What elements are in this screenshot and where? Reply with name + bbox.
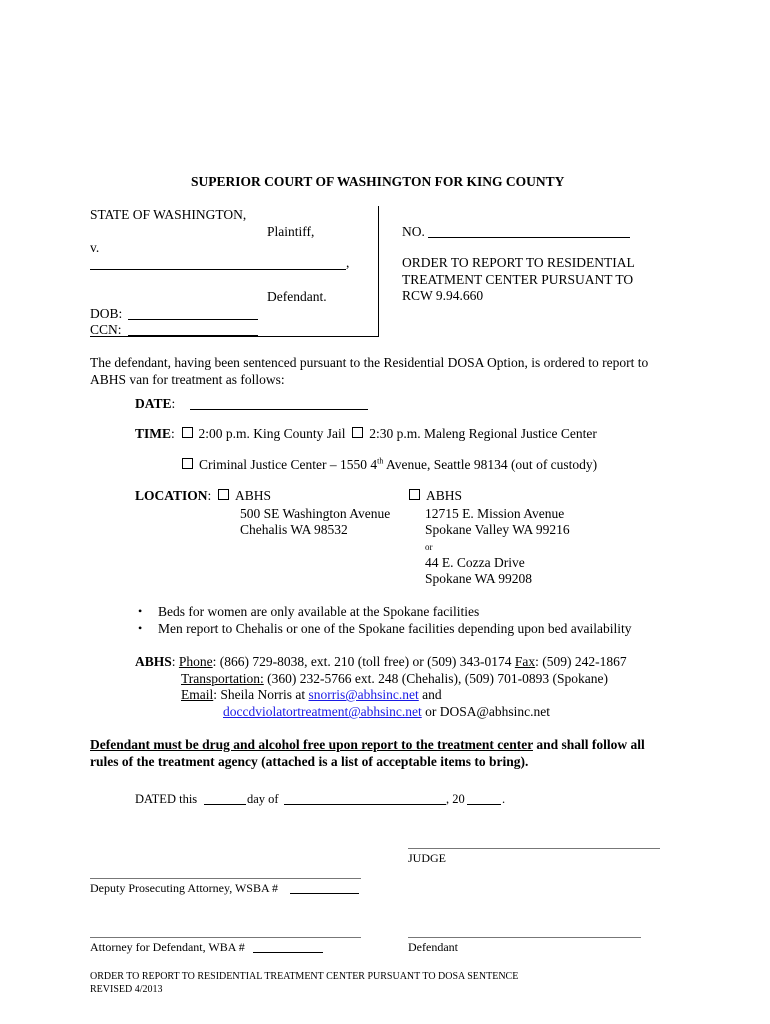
bullet-1-text: Beds for women are only available at the Spokane facilities (158, 604, 480, 619)
email-row (181, 687, 442, 703)
bullet-2-dot: • (138, 621, 143, 635)
email-label: Email (181, 687, 214, 702)
defense-attorney-label: Attorney for Defendant, WBA # (90, 940, 245, 954)
phone-value: : (866) 729-8038, ext. 210 (toll free) or (509) 343-0174 (212, 654, 515, 669)
location-colon: : (207, 488, 212, 503)
time-row (135, 426, 597, 442)
dob-label: DOB: (90, 306, 123, 321)
defendant-label: Defendant. (267, 289, 327, 304)
defendant-signature-line[interactable] (408, 937, 641, 938)
phone-label: Phone (178, 654, 213, 669)
abhs-label: ABHS (135, 654, 172, 669)
location-1-city: Chehalis WA 98532 (240, 522, 348, 537)
email-row-2 (223, 704, 550, 720)
intro-line-2: ABHS van for treatment as follows: (90, 372, 285, 387)
report-date-field[interactable] (190, 409, 368, 410)
judge-label: JUDGE (408, 851, 446, 865)
defense-attorney-wba-field[interactable] (253, 952, 323, 953)
prosecutor-signature-line[interactable] (90, 878, 361, 879)
fax-value: : (509) 242-1867 (535, 654, 627, 669)
time-option-3-label-sup: th (377, 456, 384, 466)
time-colon: : (171, 426, 175, 441)
defendant-signature-label: Defendant (408, 940, 458, 954)
order-title-line-1: ORDER TO REPORT TO RESIDENTIAL (402, 255, 635, 270)
defendant-name-line[interactable] (90, 269, 346, 270)
date-colon: : (171, 396, 176, 411)
transportation-value: (360) 232-5766 ext. 248 (Chehalis), (509) 701-0893 (Spokane) (263, 671, 608, 686)
intro-line-1: The defendant, having been sentenced pursuant to the Residential DOSA Option, is ordered to report to (90, 355, 649, 370)
location-2-checkbox[interactable] (409, 489, 420, 500)
time-option-3-row (182, 457, 597, 473)
warning-underlined: Defendant must be drug and alcohol free upon report to the treatment center (90, 737, 533, 752)
time-option-3-checkbox[interactable] (182, 458, 193, 469)
state-label: STATE OF WASHINGTON, (90, 207, 247, 222)
dated-this-label: DATED this (135, 792, 198, 806)
location-2-address: 12715 E. Mission Avenue (425, 506, 565, 521)
date-row (135, 396, 175, 412)
fax-label: Fax (514, 654, 536, 669)
abhs-phone-row (135, 654, 627, 670)
case-number-label: NO. (402, 224, 425, 239)
time-option-2-checkbox[interactable] (352, 427, 363, 438)
location-2-row (409, 488, 462, 504)
order-title-line-3: RCW 9.94.660 (402, 288, 484, 303)
abhs-colon: : (171, 654, 176, 669)
time-option-1-label: 2:00 p.m. King County Jail (198, 426, 346, 441)
time-option-2-label: 2:30 p.m. Maleng Regional Justice Center (369, 426, 597, 441)
defendant-name-comma: , (346, 255, 350, 270)
order-title-line-2: TREATMENT CENTER PURSUANT TO (402, 272, 634, 287)
location-label: LOCATION (135, 488, 208, 503)
email-or-dosa: or DOSA@abhsinc.net (421, 704, 551, 719)
warning-rest-1: and shall follow all (532, 737, 645, 752)
dated-day-field[interactable] (204, 804, 246, 805)
ccn-label: CCN: (90, 322, 122, 337)
year-prefix: , 20 (446, 792, 465, 806)
email-and: and (418, 687, 442, 702)
email-link-snorris[interactable]: snorris@abhsinc.net (308, 687, 419, 702)
location-3-address: 44 E. Cozza Drive (425, 555, 525, 570)
time-label: TIME (135, 426, 172, 441)
email-link-doccd[interactable]: doccdviolatortreatment@abhsinc.net (223, 704, 422, 719)
time-option-3-label-post: Avenue, Seattle 98134 (out of custody) (383, 457, 598, 472)
footer-title: ORDER TO REPORT TO RESIDENTIAL TREATMENT CENTER PURSUANT TO DOSA SENTENCE (90, 971, 519, 982)
defense-attorney-signature-line[interactable] (90, 937, 361, 938)
versus-label: v. (90, 240, 100, 255)
dated-period: . (502, 792, 506, 806)
case-number-field[interactable] (428, 237, 630, 238)
dated-month-field[interactable] (284, 804, 446, 805)
warning-line-2: rules of the treatment agency (attached is a list of acceptable items to bring). (90, 754, 529, 769)
prosecutor-wsba-field[interactable] (290, 893, 359, 894)
location-3-city: Spokane WA 99208 (425, 571, 532, 586)
location-2-name: ABHS (426, 488, 463, 503)
dated-year-field[interactable] (467, 804, 501, 805)
time-option-3-label-pre: Criminal Justice Center – 1550 4 (199, 457, 378, 472)
dob-field[interactable] (128, 319, 258, 320)
footer-revised: REVISED 4/2013 (90, 984, 163, 995)
prosecutor-label: Deputy Prosecuting Attorney, WSBA # (90, 881, 278, 895)
location-row (135, 488, 271, 504)
bullet-1-dot: • (138, 604, 143, 618)
location-2-city: Spokane Valley WA 99216 (425, 522, 570, 537)
location-1-address: 500 SE Washington Avenue (240, 506, 391, 521)
transportation-row (181, 671, 608, 687)
transportation-label: Transportation: (181, 671, 264, 686)
warning-line-1 (90, 737, 645, 753)
court-title: SUPERIOR COURT OF WASHINGTON FOR KING COUNTY (191, 174, 565, 189)
time-option-1-checkbox[interactable] (182, 427, 193, 438)
caption-bracket-vertical (378, 206, 379, 336)
caption-bracket-bottom (90, 336, 379, 337)
date-label: DATE (135, 396, 172, 411)
plaintiff-label: Plaintiff, (267, 224, 315, 239)
location-1-name: ABHS (235, 488, 272, 503)
judge-signature-line[interactable] (408, 848, 660, 849)
bullet-2-text: Men report to Chehalis or one of the Spokane facilities depending upon bed availability (158, 621, 632, 636)
location-or: or (425, 542, 433, 552)
day-of-label: day of (247, 792, 279, 806)
email-prefix: : Sheila Norris at (213, 687, 309, 702)
location-1-checkbox[interactable] (218, 489, 229, 500)
